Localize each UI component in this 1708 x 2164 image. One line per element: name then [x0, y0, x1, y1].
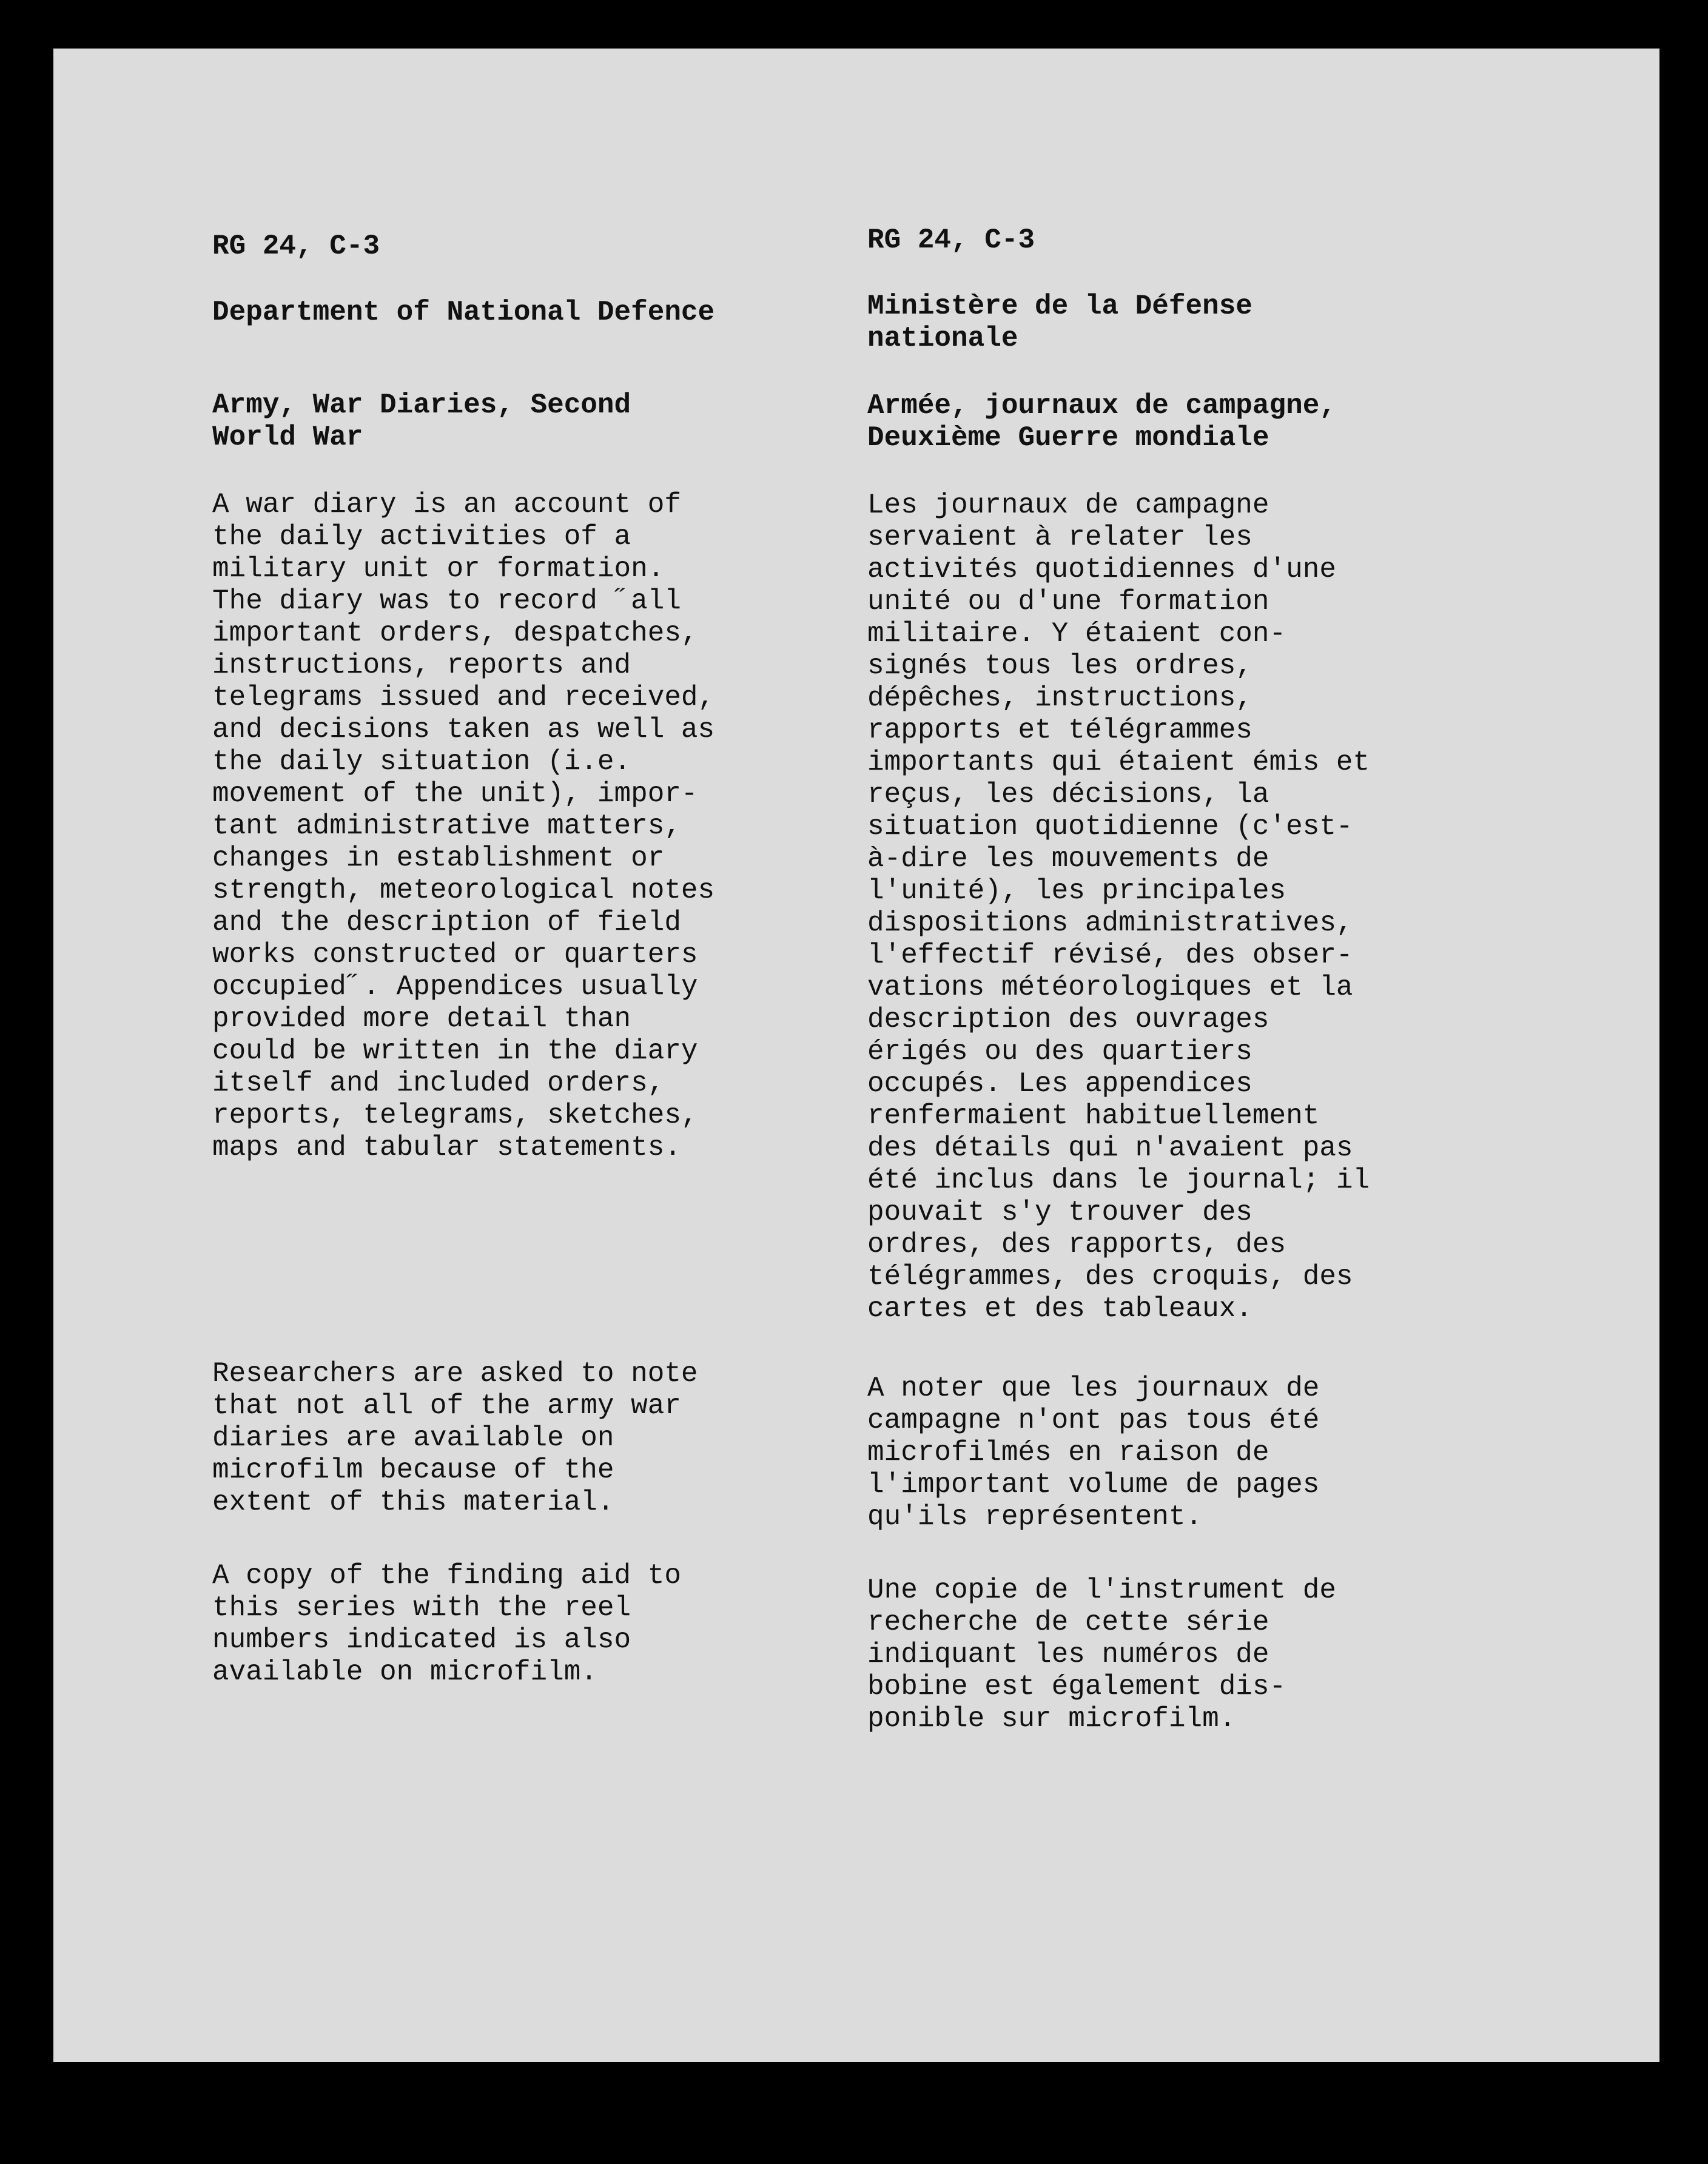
text-line: des détails qui n'avaient pas	[867, 1132, 1353, 1164]
paragraph-finding-aid-fr	[867, 1574, 1434, 1735]
department-title-en: Department of National Defence	[212, 297, 715, 328]
text-line: à-dire les mouvements de	[867, 843, 1269, 875]
text-line: and the description of field	[212, 907, 681, 938]
text-line: extent of this material.	[212, 1487, 614, 1518]
paragraph-researchers-note-en	[212, 1358, 779, 1519]
document-page	[53, 49, 1659, 2062]
text-line: télégrammes, des croquis, des	[867, 1261, 1353, 1292]
paragraph-finding-aid-en	[212, 1560, 779, 1689]
text-line: Ministère de la Défense	[867, 291, 1252, 322]
text-line: indiquant les numéros de	[867, 1639, 1269, 1670]
text-line: microfilm because of the	[212, 1454, 614, 1486]
text-line: Une copie de l'instrument de	[867, 1574, 1336, 1606]
text-line: the daily activities of a	[212, 521, 631, 553]
text-line: that not all of the army war	[212, 1390, 681, 1422]
text-line: works constructed or quarters	[212, 939, 698, 970]
text-line: l'unité), les principales	[867, 875, 1286, 907]
text-line: unité ou d'une formation	[867, 586, 1269, 617]
text-line: Researchers are asked to note	[212, 1358, 698, 1389]
text-line: diaries are available on	[212, 1422, 614, 1454]
text-line: servaient à relater les	[867, 522, 1252, 553]
paragraph-war-diary-fr	[867, 489, 1434, 1325]
text-line: World War	[212, 422, 363, 453]
text-line: instructions, reports and	[212, 650, 631, 681]
text-line: vations météorologiques et la	[867, 972, 1353, 1003]
text-line: A war diary is an account of	[212, 489, 681, 520]
text-line: important orders, despatches,	[212, 617, 698, 649]
text-line: nationale	[867, 323, 1018, 354]
french-column	[867, 224, 1434, 1735]
text-line: reports, telegrams, sketches,	[212, 1100, 698, 1131]
text-line: tant administrative matters,	[212, 810, 681, 842]
text-line: A copy of the finding aid to	[212, 1560, 681, 1591]
paragraph-war-diary-en	[212, 489, 779, 1164]
series-title-en	[212, 389, 779, 454]
text-line: The diary was to record ˝all	[212, 585, 681, 617]
text-line: recherche de cette série	[867, 1607, 1269, 1638]
text-line: strength, meteorological notes	[212, 875, 715, 906]
text-line: provided more detail than	[212, 1003, 631, 1035]
text-line: bobine est également dis-	[867, 1671, 1286, 1702]
record-group-ref-fr: RG 24, C-3	[867, 224, 1035, 256]
text-line: itself and included orders,	[212, 1067, 665, 1099]
text-line: and decisions taken as well as	[212, 714, 715, 745]
text-line: l'effectif révisé, des obser-	[867, 939, 1353, 971]
english-column	[212, 230, 779, 1689]
text-line: military unit or formation.	[212, 553, 665, 585]
text-line: rapports et télégrammes	[867, 714, 1252, 746]
text-line: microfilmés en raison de	[867, 1437, 1269, 1468]
record-group-ref-en: RG 24, C-3	[212, 230, 380, 262]
text-line: l'important volume de pages	[867, 1469, 1320, 1500]
text-line: could be written in the diary	[212, 1035, 698, 1067]
text-line: importants qui étaient émis et	[867, 747, 1370, 778]
text-line: qu'ils représentent.	[867, 1501, 1203, 1533]
text-line: movement of the unit), impor-	[212, 778, 698, 810]
text-line: militaire. Y étaient con-	[867, 618, 1286, 650]
text-line: Army, War Diaries, Second	[212, 389, 631, 421]
text-line: pouvait s'y trouver des	[867, 1197, 1252, 1228]
text-line: occupés. Les appendices	[867, 1068, 1252, 1100]
text-line: été inclus dans le journal; il	[867, 1164, 1370, 1196]
text-line: situation quotidienne (c'est-	[867, 811, 1353, 842]
text-line: reçus, les décisions, la	[867, 779, 1269, 810]
text-line: érigés ou des quartiers	[867, 1036, 1252, 1067]
text-line: description des ouvrages	[867, 1004, 1269, 1035]
text-line: changes in establishment or	[212, 842, 665, 874]
text-line: ponible sur microfilm.	[867, 1703, 1236, 1735]
text-line: the daily situation (i.e.	[212, 746, 631, 778]
text-line: available on microfilm.	[212, 1656, 597, 1688]
text-line: A noter que les journaux de	[867, 1373, 1320, 1404]
text-line: campagne n'ont pas tous été	[867, 1405, 1320, 1436]
text-line: telegrams issued and received,	[212, 682, 715, 713]
text-line: maps and tabular statements.	[212, 1132, 681, 1163]
paragraph-researchers-note-fr	[867, 1373, 1434, 1533]
text-line: numbers indicated is also	[212, 1624, 631, 1656]
text-line: dispositions administratives,	[867, 907, 1353, 939]
text-line: signés tous les ordres,	[867, 650, 1252, 682]
text-line: occupied˝. Appendices usually	[212, 971, 698, 1003]
text-line: Deuxième Guerre mondiale	[867, 422, 1269, 454]
text-line: dépêches, instructions,	[867, 682, 1252, 714]
text-line: Armée, journaux de campagne,	[867, 390, 1336, 422]
text-line: Les journaux de campagne	[867, 489, 1269, 521]
series-title-fr	[867, 390, 1434, 454]
text-line: this series with the reel	[212, 1592, 631, 1624]
text-line: activités quotidiennes d'une	[867, 554, 1336, 585]
department-title-fr	[867, 291, 1434, 355]
text-line: ordres, des rapports, des	[867, 1229, 1286, 1260]
text-line: cartes et des tableaux.	[867, 1293, 1252, 1325]
text-line: renfermaient habituellement	[867, 1100, 1320, 1132]
